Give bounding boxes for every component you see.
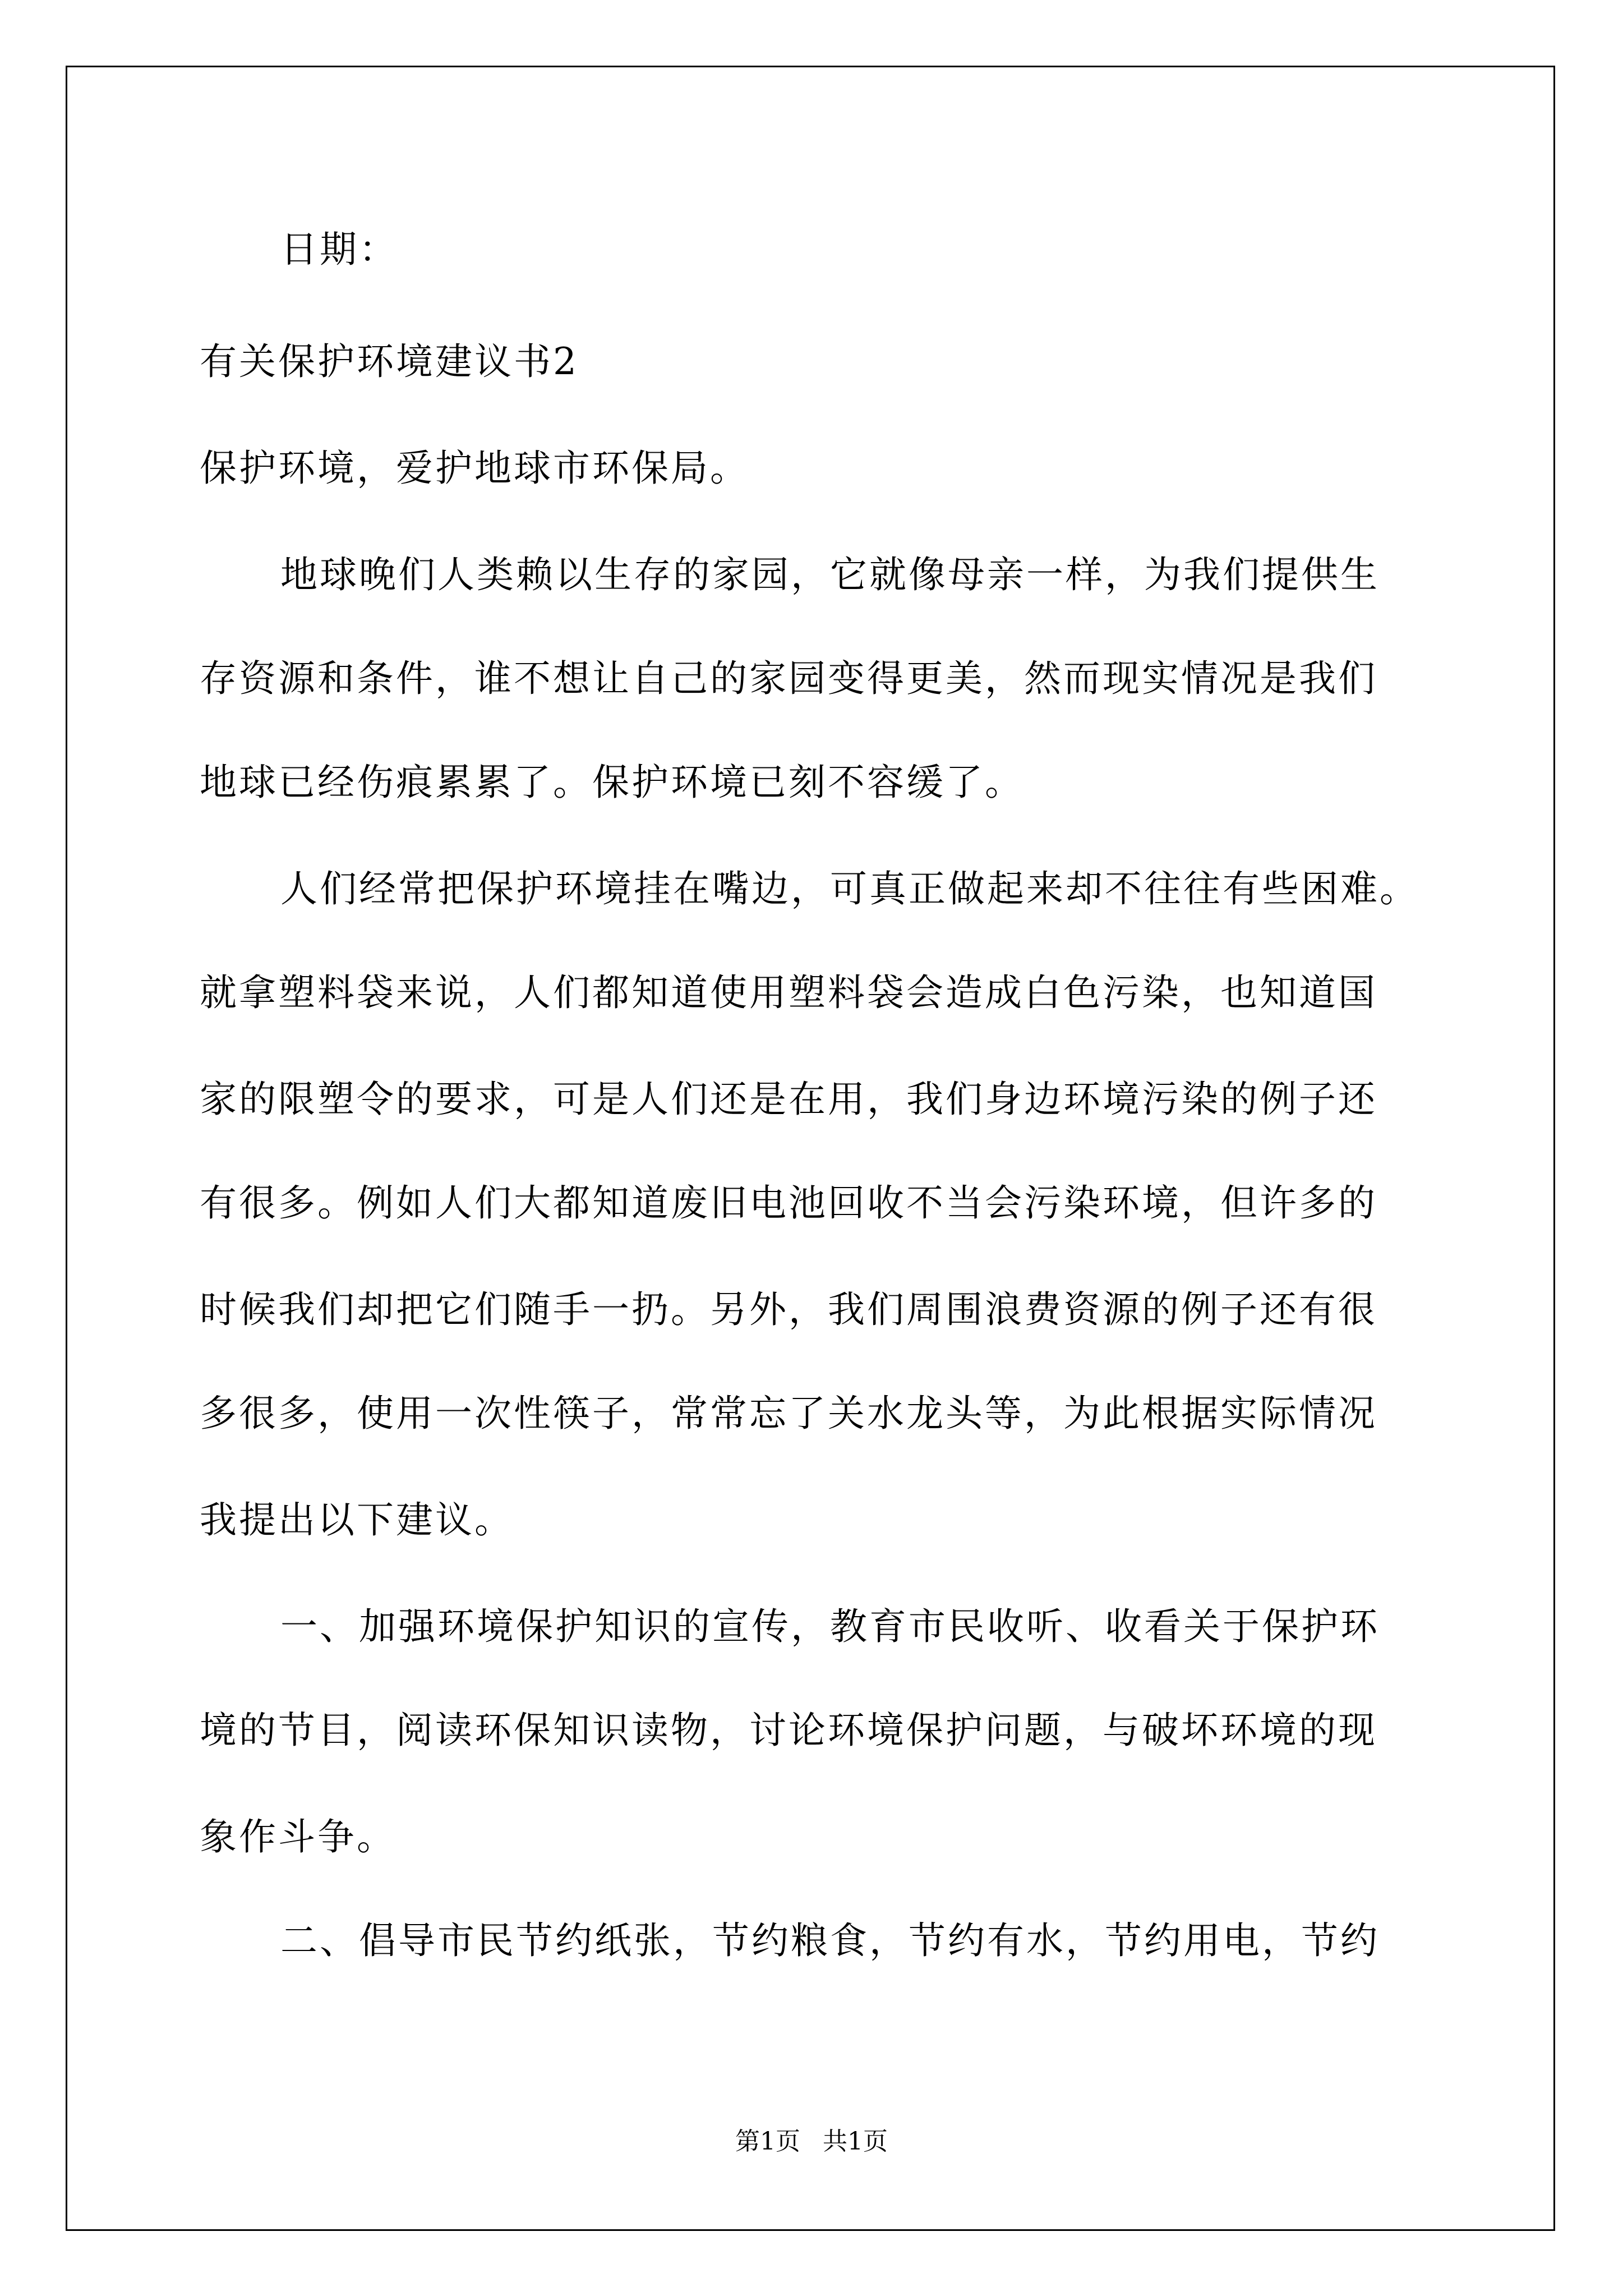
body-line-4: 人们经常把保护环境挂在嘴边，可真正做起来却不往往有些困难。 [280, 867, 1419, 910]
body-line-9: 多很多，使用一次性筷子，常常忘了关水龙头等，为此根据实际情况 [200, 1392, 1377, 1435]
page-total: 共1页 [823, 2127, 888, 2156]
body-line-6: 家的限塑令的要求，可是人们还是在用，我们身边环境污染的例子还 [200, 1078, 1377, 1121]
document-title: 有关保护环境建议书2 [200, 340, 579, 383]
body-line-1: 地球晚们人类赖以生存的家园，它就像母亲一样，为我们提供生 [280, 553, 1380, 596]
body-line-5: 就拿塑料袋来说，人们都知道使用塑料袋会造成白色污染，也知道国 [200, 971, 1377, 1014]
body-line-12: 境的节目，阅读环保知识读物，讨论环境保护问题，与破坏环境的现 [200, 1709, 1377, 1752]
body-line-3: 地球已经伤痕累累了。保护环境已刻不容缓了。 [200, 761, 1024, 804]
page-border [66, 66, 1555, 2231]
body-line-7: 有很多。例如人们大都知道废旧电池回收不当会污染环境，但许多的 [200, 1181, 1377, 1225]
body-line-11: 一、加强环境保护知识的宣传，教育市民收听、收看关于保护环 [280, 1605, 1380, 1648]
page-footer [0, 2126, 1623, 2157]
body-line-13: 象作斗争。 [200, 1815, 396, 1858]
body-line-8: 时候我们却把它们随手一扔。另外，我们周围浪费资源的例子还有很 [200, 1288, 1377, 1331]
body-line-14: 二、倡导市民节约纸张，节约粮食，节约有水，节约用电，节约 [280, 1919, 1380, 1962]
body-line-10: 我提出以下建议。 [200, 1498, 514, 1542]
date-label: 日期： [280, 228, 398, 271]
salutation: 保护环境，爱护地球市环保局。 [200, 447, 749, 490]
body-line-2: 存资源和条件，谁不想让自己的家园变得更美，然而现实情况是我们 [200, 657, 1377, 700]
page-number: 第1页 [735, 2127, 800, 2156]
